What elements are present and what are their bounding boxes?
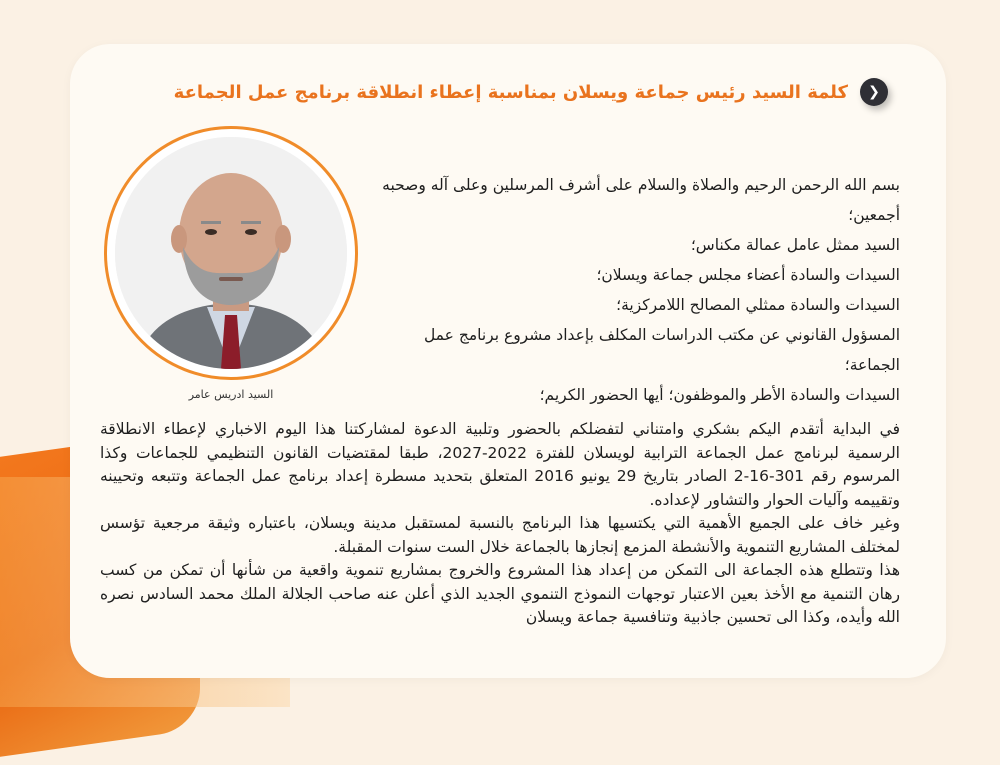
salutation-line: السيدات والسادة أعضاء مجلس جماعة ويسلان؛: [596, 266, 900, 284]
chevron-left-icon[interactable]: ❮: [860, 78, 888, 106]
portrait-caption: السيد ادريس عامر: [188, 388, 274, 401]
paragraph: في البداية أتقدم اليكم بشكري وامتناني لتفضلكم بالحضور وتلبية الدعوة لمشاركتنا هذا اليوم الاخباري لإعطاء الانطلاقة الرسمية لبرنامج عمل الجماعة الترابية لويسلان للفترة 2022-2027، طبقا لمقتضيات القانون التنظيمي للجماعات وكذا المرسوم رقم 301-16-2 الصادر بتاريخ 29 يونيو 2016 المتعلق بتحديد مسطرة إعداد برنامج عمل الجماعة وتتبعه وتحيينه وتقييمه وآليات الحوار والتشاور لإعداده.: [100, 420, 900, 509]
salutation-line: السيدات والسادة الأطر والموظفون؛ أيها الحضور الكريم؛: [539, 386, 900, 404]
salutation-line: المسؤول القانوني عن مكتب الدراسات المكلف بإعداد مشروع برنامج عمل الجماعة؛: [423, 326, 900, 374]
paragraph: هذا وتتطلع هذه الجماعة الى التمكن من إعداد هذا المشروع والخروج بمشاريع تنموية واقعية من شأنها أن تمكن من كسب رهان التنمية مع الأخذ بعين الاعتبار توجهات النموذج التنموي الجديد الذي أعلن عنه صاحب الجلالة الملك محمد السادس نصره الله وأيده، وكذا الى تحسين جاذبية وتنافسية جماعة ويسلان: [100, 561, 900, 626]
paragraph: وغير خاف على الجميع الأهمية التي يكتسيها هذا البرنامج بالنسبة لمستقبل مدينة ويسلان، باعتباره وثيقة مرجعية تؤسس لمختلف المشاريع التنموية والأنشطة المزمع إنجازها بالجماعة خلال الست سنوات المقبلة.: [100, 514, 900, 556]
salutations-list: [380, 170, 900, 410]
speech-body: [100, 418, 900, 630]
person-avatar-icon: [115, 137, 347, 369]
salutation-line: السيدات والسادة ممثلي المصالح اللامركزية؛: [616, 296, 900, 314]
portrait-photo: [115, 137, 347, 369]
salutation-line: السيد ممثل عامل عمالة مكناس؛: [690, 236, 900, 254]
page-header: [174, 78, 888, 106]
page-title: كلمة السيد رئيس جماعة ويسلان بمناسبة إعطاء انطلاقة برنامج عمل الجماعة: [173, 81, 848, 103]
portrait-frame: [104, 126, 358, 380]
salutation-line: بسم الله الرحمن الرحيم والصلاة والسلام على أشرف المرسلين وعلى آله وصحبه أجمعين؛: [382, 176, 900, 224]
